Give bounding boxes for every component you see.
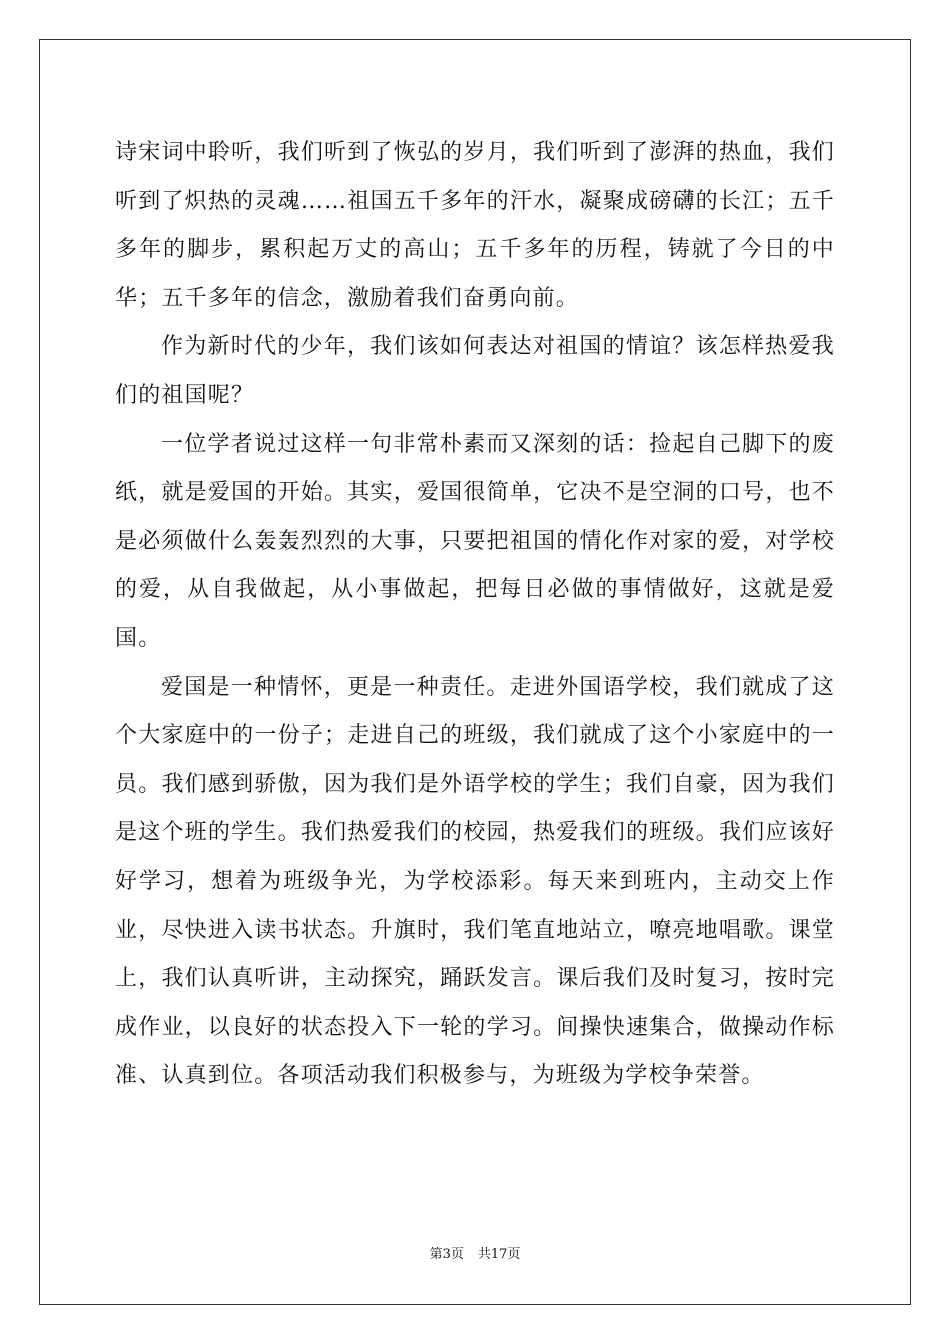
current-page-number: 第3页 xyxy=(429,1247,464,1262)
paragraph-2: 作为新时代的少年，我们该如何表达对祖国的情谊？该怎样热爱我们的祖国呢？ xyxy=(115,334,835,408)
total-page-count: 共17页 xyxy=(477,1247,521,1262)
paragraph-4: 爱国是一种情怀，更是一种责任。走进外国语学校，我们就成了这个大家庭中的一份子；走进自己的班级，我们就成了这个小家庭中的一员。我们感到骄傲，因为我们是外语学校的学生；我们自豪，因为我们是这个班的学生。我们热爱我们的校园，热爱我们的班级。我们应该好好学习，想着为班级争光，为学校添彩。每天来到班内，主动交上作业，尽快进入读书状态。升旗时，我们笔直地站立，嘹亮地唱歌。课堂上，我们认真听讲，主动探究，踊跃发言。课后我们及时复习，按时完成作业，以良好的状态投入下一轮的学习。间操快速集合，做操动作标准、认真到位。各项活动我们积极参与，为班级为学校争荣誉。 xyxy=(115,674,835,1089)
paragraph-1: 诗宋词中聆听，我们听到了恢弘的岁月，我们听到了澎湃的热血，我们听到了炽热的灵魂……祖国五千多年的汗水，凝聚成磅礴的长江；五千多年的脚步，累积起万丈的高山；五千多年的历程，铸就了今日的中华；五千多年的信念，激励着我们奋勇向前。 xyxy=(115,140,835,311)
page-footer xyxy=(0,1246,950,1264)
document-body xyxy=(115,129,835,1101)
paragraph-3: 一位学者说过这样一句非常朴素而又深刻的话：捡起自己脚下的废纸，就是爱国的开始。其实，爱国很简单，它决不是空洞的口号，也不是必须做什么轰轰烈烈的大事，只要把祖国的情化作对家的爱，对学校的爱，从自我做起，从小事做起，把每日必做的事情做好，这就是爱国。 xyxy=(115,431,835,651)
